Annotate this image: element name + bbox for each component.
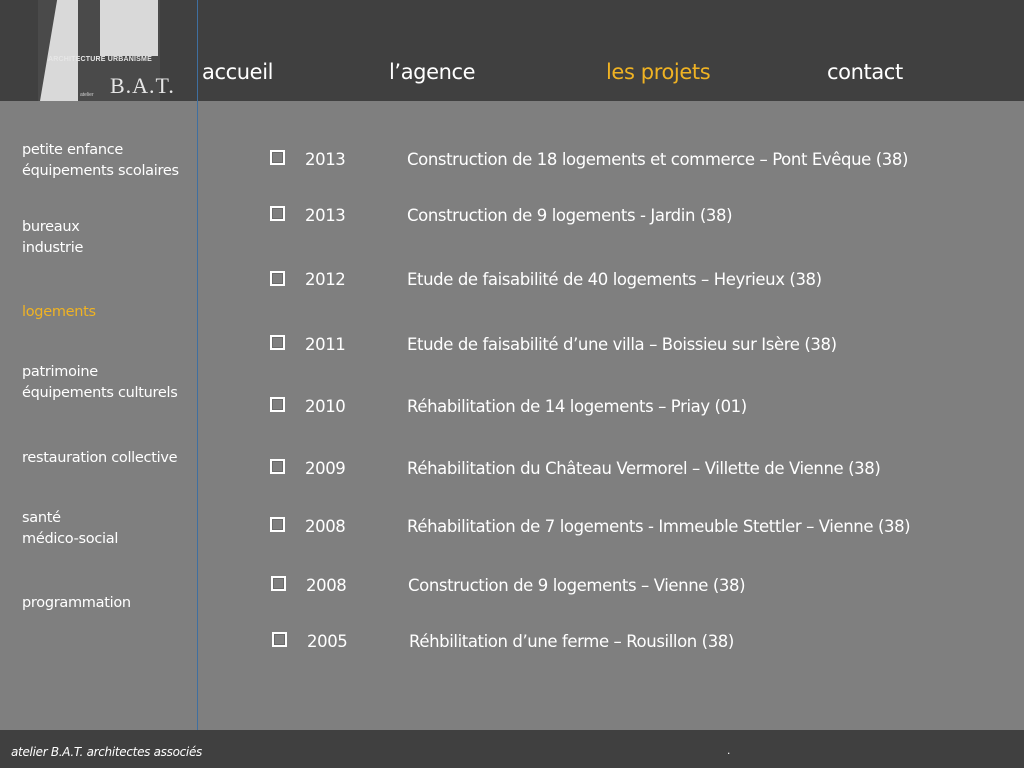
nav-agence[interactable]: l’agence	[389, 60, 476, 84]
project-title[interactable]: Construction de 9 logements – Vienne (38)	[408, 576, 746, 595]
sidebar-item-logements[interactable]	[22, 302, 96, 323]
sidebar-item-label: industrie	[22, 240, 84, 256]
logo-brand: B.A.T.	[110, 73, 175, 98]
nav-contact[interactable]: contact	[827, 60, 903, 84]
sidebar-divider	[197, 0, 198, 730]
nav-les-projets[interactable]: les projets	[606, 60, 711, 84]
project-year: 2010	[305, 397, 346, 416]
project-year: 2013	[305, 206, 346, 225]
checkbox-icon[interactable]	[272, 632, 287, 647]
sidebar-item-label: équipements scolaires	[22, 163, 179, 179]
sidebar-item-label: programmation	[22, 595, 131, 611]
project-row[interactable]	[0, 335, 1024, 359]
project-row[interactable]	[0, 150, 1024, 174]
project-row[interactable]	[0, 517, 1024, 541]
nav-accueil[interactable]: accueil	[202, 60, 274, 84]
project-year: 2013	[305, 150, 346, 169]
footer-text: atelier B.A.T. architectes associés	[11, 745, 202, 759]
sidebar-item-label: équipements culturels	[22, 385, 178, 401]
header-bar	[0, 0, 1024, 101]
sidebar-item-label: médico-social	[22, 531, 119, 547]
sidebar-item-label: restauration collective	[22, 450, 178, 466]
checkbox-icon[interactable]	[270, 206, 285, 221]
project-year: 2009	[305, 459, 346, 478]
project-title[interactable]: Construction de 9 logements - Jardin (38)	[407, 206, 733, 225]
checkbox-icon[interactable]	[270, 459, 285, 474]
project-row[interactable]	[0, 576, 1024, 600]
sidebar-item-label: santé	[22, 510, 61, 526]
project-title[interactable]: Réhabilitation de 14 logements – Priay (01)	[407, 397, 747, 416]
project-row[interactable]	[0, 206, 1024, 230]
sidebar-item-label: bureaux	[22, 219, 80, 235]
checkbox-icon[interactable]	[270, 271, 285, 286]
checkbox-icon[interactable]	[270, 517, 285, 532]
project-year: 2011	[305, 335, 346, 354]
project-title[interactable]: Etude de faisabilité de 40 logements – Heyrieux (38)	[407, 270, 822, 289]
logo-mark-right	[100, 0, 158, 56]
logo-tagline: ARCHITECTURE URBANISME	[48, 56, 152, 63]
logo[interactable]	[38, 0, 175, 101]
project-year: 2008	[306, 576, 347, 595]
logo-small-text: atelier	[80, 92, 94, 98]
project-title[interactable]: Construction de 18 logements et commerce – Pont Evêque (38)	[407, 150, 908, 169]
project-row[interactable]	[0, 632, 1024, 656]
project-row[interactable]	[0, 270, 1024, 294]
project-title[interactable]: Réhabilitation de 7 logements - Immeuble Stettler – Vienne (38)	[407, 517, 911, 536]
footer-dot: .	[727, 743, 731, 757]
sidebar-item-label: petite enfance	[22, 142, 124, 158]
checkbox-icon[interactable]	[271, 576, 286, 591]
project-title[interactable]: Réhbilitation d’une ferme – Rousillon (38)	[409, 632, 734, 651]
project-year: 2008	[305, 517, 346, 536]
project-title[interactable]: Etude de faisabilité d’une villa – Boissieu sur Isère (38)	[407, 335, 837, 354]
checkbox-icon[interactable]	[270, 397, 285, 412]
checkbox-icon[interactable]	[270, 150, 285, 165]
project-title[interactable]: Réhabilitation du Château Vermorel – Villette de Vienne (38)	[407, 459, 881, 478]
project-year: 2012	[305, 270, 346, 289]
project-row[interactable]	[0, 397, 1024, 421]
footer-bar	[0, 730, 1024, 768]
checkbox-icon[interactable]	[270, 335, 285, 350]
sidebar-item-label: patrimoine	[22, 364, 98, 380]
project-year: 2005	[307, 632, 348, 651]
project-row[interactable]	[0, 459, 1024, 483]
logo-mark-left	[40, 0, 78, 101]
sidebar-item-label: logements	[22, 304, 96, 320]
